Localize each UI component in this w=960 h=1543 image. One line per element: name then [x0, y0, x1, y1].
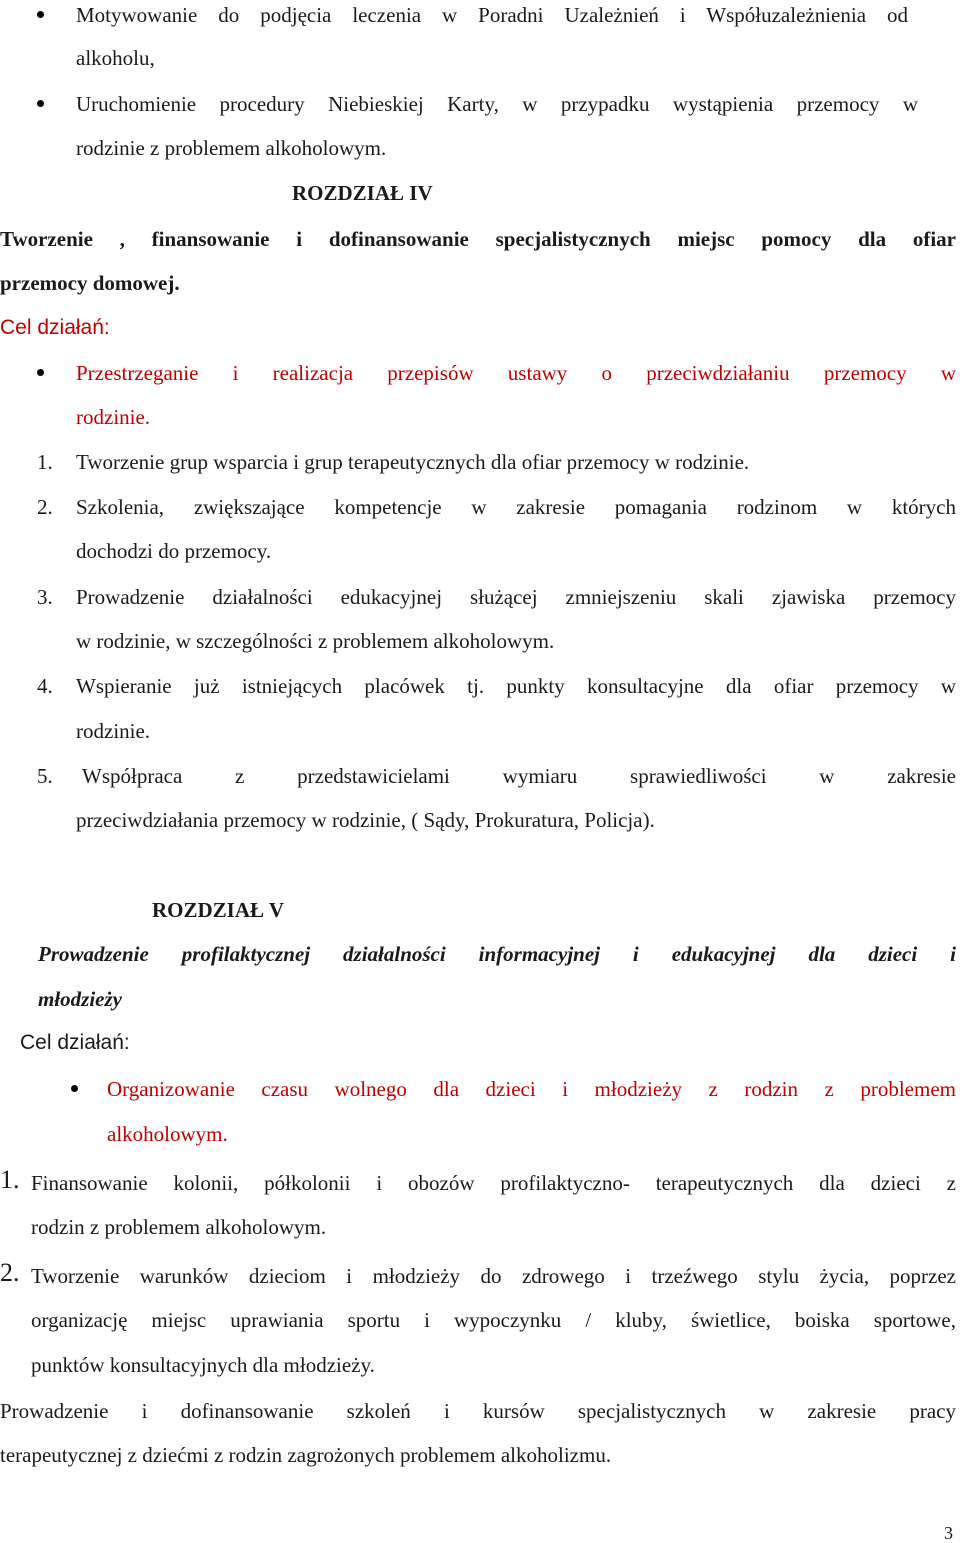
- list-item-line: Wspieranie już istniejących placówek tj. punkty konsultacyjne dla ofiar przemocy w: [76, 674, 956, 698]
- bullet-icon: [37, 369, 44, 376]
- bullet-icon: [71, 1085, 78, 1092]
- list-item-line: przeciwdziałania przemocy w rodzinie, ( Sądy, Prokuratura, Policja).: [76, 808, 655, 832]
- list-item-line: dochodzi do przemocy.: [76, 539, 272, 563]
- list-number: 1.: [0, 1165, 20, 1194]
- chapter-title-line: Prowadzenie profilaktycznej działalności informacyjnej i edukacyjnej dla dzieci i: [38, 942, 956, 966]
- chapter-heading: ROZDZIAŁ IV: [292, 181, 433, 205]
- closing-paragraph-line: terapeutycznej z dziećmi z rodzin zagrożonych problemem alkoholizmu.: [0, 1443, 612, 1467]
- list-number: 3.: [37, 585, 53, 609]
- goal-line: rodzinie.: [76, 405, 151, 429]
- list-item-line: Tworzenie warunków dzieciom i młodzieży do zdrowego i trzeźwego stylu życia, poprzez: [31, 1264, 956, 1288]
- list-item-line: Tworzenie grup wsparcia i grup terapeutycznych dla ofiar przemocy w rodzinie.: [76, 450, 750, 474]
- list-number: 2.: [0, 1258, 20, 1287]
- bullet-icon: [37, 100, 44, 107]
- list-item-line: punktów konsultacyjnych dla młodzieży.: [31, 1353, 375, 1377]
- goal-line: Organizowanie czasu wolnego dla dzieci i młodzieży z rodzin z problemem: [107, 1077, 956, 1101]
- chapter-heading: ROZDZIAŁ V: [152, 898, 285, 922]
- goal-label: Cel działań:: [20, 1031, 130, 1054]
- list-item-line: alkoholu,: [76, 46, 155, 70]
- list-item-line: Współpraca z przedstawicielami wymiaru sprawiedliwości w zakresie: [82, 764, 956, 788]
- goal-line: Przestrzeganie i realizacja przepisów ustawy o przeciwdziałaniu przemocy w: [76, 361, 956, 385]
- list-item-line: Motywowanie do podjęcia leczenia w Poradni Uzależnień i Współuzależnienia od: [76, 3, 908, 27]
- chapter-title-line: przemocy domowej.: [0, 271, 180, 295]
- list-item-line: rodzinie.: [76, 719, 151, 743]
- list-item-line: Uruchomienie procedury Niebieskiej Karty, w przypadku wystąpienia przemocy w: [76, 92, 918, 116]
- list-item-line: Szkolenia, zwiększające kompetencje w zakresie pomagania rodzinom w których: [76, 495, 956, 519]
- list-item-line: organizację miejsc uprawiania sportu i wypoczynku / kluby, świetlice, boiska sportowe,: [31, 1308, 956, 1332]
- page-number: 3: [944, 1523, 953, 1543]
- list-item-line: rodzinie z problemem alkoholowym.: [76, 136, 387, 160]
- closing-paragraph-line: Prowadzenie i dofinansowanie szkoleń i kursów specjalistycznych w zakresie pracy: [0, 1399, 956, 1423]
- bullet-icon: [37, 11, 44, 18]
- list-number: 1.: [37, 450, 53, 474]
- chapter-title-line: młodzieży: [38, 987, 122, 1011]
- list-item-line: w rodzinie, w szczególności z problemem alkoholowym.: [76, 629, 555, 653]
- list-item-line: Prowadzenie działalności edukacyjnej służącej zmniejszeniu skali zjawiska przemocy: [76, 585, 956, 609]
- list-item-line: rodzin z problemem alkoholowym.: [31, 1215, 327, 1239]
- list-number: 5.: [37, 764, 53, 788]
- chapter-title-line: Tworzenie , finansowanie i dofinansowanie specjalistycznych miejsc pomocy dla ofiar: [0, 227, 956, 251]
- goal-line: alkoholowym.: [107, 1122, 228, 1146]
- list-number: 2.: [37, 495, 53, 519]
- list-number: 4.: [37, 674, 53, 698]
- goal-label: Cel działań:: [0, 316, 110, 339]
- list-item-line: Finansowanie kolonii, półkolonii i obozów profilaktyczno- terapeutycznych dla dzieci z: [31, 1171, 956, 1195]
